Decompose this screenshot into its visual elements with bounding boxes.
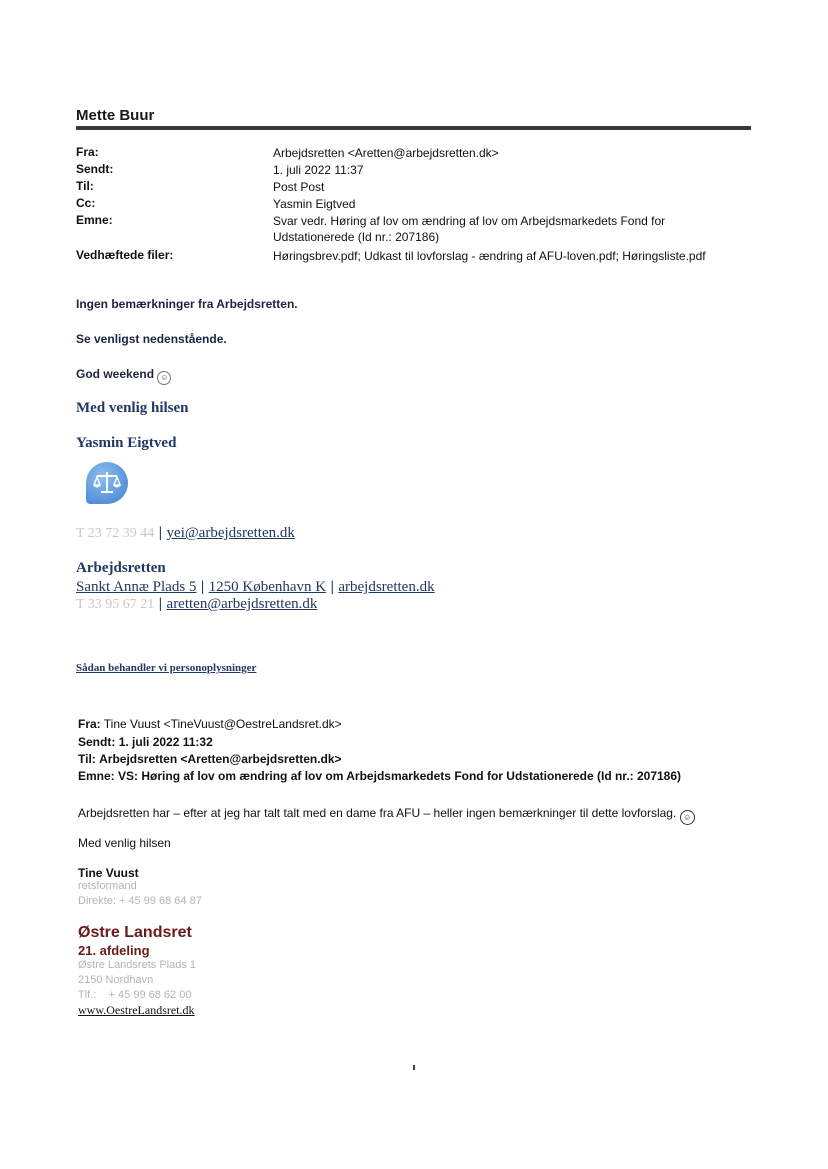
address-city-link[interactable]: 1250 København K: [208, 579, 327, 595]
cc-label: Cc:: [76, 196, 96, 210]
subject-value: Svar vedr. Høring af lov om ændring af lov om Arbejdsmarkedets Fond for Udstationerede (Id nr.: 207186): [273, 214, 666, 244]
to-label: Til:: [76, 179, 94, 193]
court-address-1: Østre Landsrets Plads 1: [78, 959, 197, 971]
org-name: Arbejdsretten: [76, 560, 166, 576]
scan-mark: [413, 1065, 415, 1070]
court-dept: 21. afdeling: [78, 943, 150, 958]
org-contact-row: [76, 595, 317, 613]
fwd-body-text: Arbejdsretten har – efter at jeg har talt talt med en dame fra AFU – heller ingen bemærkninger til dette lovforslag.: [78, 806, 677, 820]
fwd-from-line: [78, 717, 342, 731]
fwd-sent-line: [78, 735, 213, 749]
signature-name: Yasmin Eigtved: [76, 435, 177, 451]
sent-label: Sendt:: [76, 162, 114, 176]
fwd-from-value: Tine Vuust <TineVuust@OestreLandsret.dk>: [103, 717, 342, 731]
court-address-2: 2150 Nordhavn: [78, 974, 154, 986]
header-rule: [76, 126, 751, 130]
from-label: Fra:: [76, 145, 99, 159]
from-value: Arbejdsretten <Aretten@arbejdsretten.dk>: [273, 146, 499, 160]
court-name: Østre Landsret: [78, 924, 192, 941]
fwd-sender-title: retsformand: [78, 880, 137, 892]
privacy-link[interactable]: Sådan behandler vi personoplysninger: [76, 662, 257, 674]
address-street-link[interactable]: Sankt Annæ Plads 5: [76, 579, 197, 595]
scales-of-justice-icon: [86, 462, 128, 504]
address-row: [76, 578, 435, 596]
attachments-label: Vedhæftede filer:: [76, 248, 174, 262]
court-phone: Tlf.: + 45 99 68 62 00: [78, 989, 192, 1001]
fwd-body-line: [78, 806, 695, 825]
attachments-value[interactable]: Høringsbrev.pdf; Udkast til lovforslag - ændring af AFU-loven.pdf; Høringsliste.pdf: [273, 249, 706, 263]
fwd-subject-value: VS: Høring af lov om ændring af lov om Arbejdsmarkedets Fond for Udstationerede (Id nr.: 207186): [118, 769, 682, 783]
website-link[interactable]: arbejdsretten.dk: [338, 579, 435, 595]
email-link[interactable]: yei@arbejdsretten.dk: [166, 525, 295, 541]
body-line-2: Se venligst nedenstående.: [76, 332, 227, 346]
separator: |: [158, 596, 163, 612]
sender-name: Mette Buur: [76, 107, 155, 124]
to-value: Post Post: [273, 180, 325, 194]
court-website-link[interactable]: www.OestreLandsret.dk: [78, 1003, 195, 1017]
smiley-icon: ☺: [157, 371, 171, 385]
fwd-from-label: Fra:: [78, 717, 101, 731]
body-line-1: Ingen bemærkninger fra Arbejdsretten.: [76, 297, 298, 311]
fwd-closing: Med venlig hilsen: [78, 836, 171, 850]
fwd-to-line: [78, 752, 342, 766]
fwd-sent-label: Sendt:: [78, 735, 116, 749]
subject-label: Emne:: [76, 213, 113, 227]
org-phone-number: T 33 95 67 21: [76, 597, 155, 612]
org-email-link[interactable]: aretten@arbejdsretten.dk: [166, 596, 318, 612]
god-weekend-text: God weekend: [76, 367, 155, 381]
smiley-icon: ☺: [680, 810, 695, 825]
separator: |: [158, 525, 163, 541]
body-line-3: [76, 367, 171, 385]
fwd-to-label: Til:: [78, 752, 96, 766]
phone-number: T 23 72 39 44: [76, 526, 155, 541]
fwd-subject-line: [78, 769, 681, 783]
fwd-sender-direct: Direkte: + 45 99 68 64 87: [78, 895, 202, 907]
contact-row: [76, 524, 295, 542]
fwd-sent-value: 1. juli 2022 11:32: [118, 735, 213, 749]
signature-closing: Med venlig hilsen: [76, 400, 189, 416]
fwd-subject-label: Emne:: [78, 769, 115, 783]
fwd-sender-name: Tine Vuust: [78, 866, 139, 880]
fwd-to-value: Arbejdsretten <Aretten@arbejdsretten.dk>: [99, 752, 342, 766]
sent-value: 1. juli 2022 11:37: [273, 163, 364, 177]
cc-value: Yasmin Eigtved: [273, 197, 356, 211]
separator: |: [330, 579, 334, 595]
separator: |: [200, 579, 205, 595]
